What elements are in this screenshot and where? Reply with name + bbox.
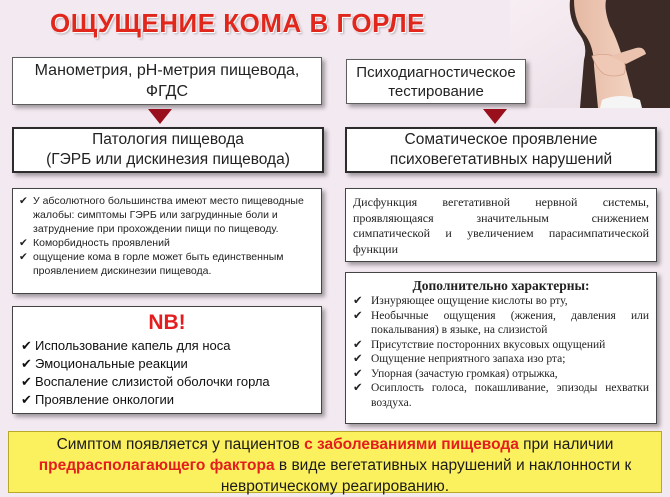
list-item <box>19 194 315 236</box>
somatic-manifestation-line-2: психовегетативных нарушений <box>389 151 613 168</box>
checkmark-icon: ✔ <box>353 367 363 380</box>
checkmark-icon: ✔ <box>353 309 363 322</box>
list-item <box>353 367 649 382</box>
list-item-text: ощущение кома в горле может быть единственным проявлением дискинезии пищевода. <box>33 251 284 277</box>
summary-bar <box>8 431 662 493</box>
page-title: ОЩУЩЕНИЕ КОМА В ГОРЛЕ <box>50 8 425 38</box>
psychodiagnostic-line-2: тестирование <box>388 82 484 100</box>
list-item-text: Использование капель для носа <box>35 338 231 353</box>
checkmark-icon: ✔ <box>19 237 28 249</box>
psychodiagnostic-line-1: Психодиагностическое <box>356 63 516 81</box>
manometry-line-1: Манометрия, pH-метрия пищевода, <box>34 62 300 79</box>
list-item-text: Проявление онкологии <box>35 392 174 407</box>
throat-photo-illustration <box>510 0 670 108</box>
list-item <box>21 355 313 373</box>
dysfunction-text: Дисфункция вегетативной нервной системы, проявляющаяся значительным снижением симпатической и увеличением парасимпатической функции <box>353 195 649 256</box>
additional-list <box>353 294 649 410</box>
summary-text-3: в виде вегетативных нарушений и наклонности к невротическому реагированию. <box>220 457 632 495</box>
nb-panel <box>12 306 322 414</box>
checkmark-icon: ✔ <box>21 338 32 353</box>
manometry-line-2: ФГДС <box>145 83 189 100</box>
list-item <box>353 338 649 353</box>
nb-heading: NB! <box>148 311 186 334</box>
arrow-down-right-icon <box>483 109 507 124</box>
checkmark-icon: ✔ <box>21 392 32 407</box>
summary-highlight-1: с заболеваниями пищевода <box>304 436 519 453</box>
esophagus-pathology-box <box>12 127 324 173</box>
esophagus-pathology-line-2: (ГЭРБ или дискинезия пищевода) <box>46 151 290 168</box>
checkmark-icon: ✔ <box>353 382 363 394</box>
additional-heading: Дополнительно характерны: <box>412 278 590 293</box>
esophagus-complaints-panel <box>12 188 322 294</box>
esophagus-pathology-line-1: Патология пищевода <box>92 131 244 148</box>
checkmark-icon: ✔ <box>19 251 28 263</box>
list-item-text: Необычные ощущения (жжения, давления или покалывания) в языке, на слизистой <box>371 309 649 336</box>
list-item-text: Ощущение неприятного запаха изо рта; <box>371 353 566 365</box>
checkmark-icon: ✔ <box>21 356 32 371</box>
list-item-text: Изнуряющее ощущение кислоты во рту, <box>371 295 568 307</box>
list-item-text: Эмоциональные реакции <box>35 356 188 371</box>
manometry-box <box>12 57 322 105</box>
checkmark-icon: ✔ <box>353 353 363 365</box>
somatic-manifestation-box <box>345 127 657 173</box>
list-item <box>21 391 313 409</box>
nb-list <box>21 337 313 409</box>
additional-characteristics-panel <box>345 272 657 424</box>
summary-text-1: Симптом появляется у пациентов <box>56 436 305 453</box>
summary-highlight-2: предрасполагающего фактора <box>38 457 275 474</box>
arrow-down-left-icon <box>148 109 172 124</box>
list-item <box>353 381 649 410</box>
checkmark-icon: ✔ <box>353 338 363 351</box>
list-item <box>21 373 313 391</box>
summary-text-2: при наличии <box>518 436 614 453</box>
list-item <box>353 294 649 309</box>
list-item-text: У абсолютного большинства имеют место пищеводные жалобы: симптомы ГЭРБ или загрудинные боли и затруднение при прохождении пищи по пищеводу. <box>33 195 304 235</box>
list-item-text: Упорная (зачастую громкая) отрыжка, <box>371 367 558 380</box>
checkmark-icon: ✔ <box>19 195 28 207</box>
somatic-manifestation-line-1: Соматическое проявление <box>404 131 598 148</box>
throat-photo <box>510 0 670 108</box>
list-item-text: Присутствие посторонних вкусовых ощущений <box>371 338 606 351</box>
list-item-text: Коморбидность проявлений <box>33 237 170 249</box>
checkmark-icon: ✔ <box>353 295 363 307</box>
checkmark-icon: ✔ <box>21 374 32 389</box>
esophagus-complaints-list <box>19 194 315 278</box>
dysfunction-panel <box>345 188 657 262</box>
list-item-text: Воспаление слизистой оболочки горла <box>35 374 270 389</box>
list-item-text: Осиплость голоса, покашливание, эпизоды нехватки воздуха. <box>371 382 649 409</box>
list-item <box>21 337 313 355</box>
list-item <box>353 352 649 367</box>
list-item <box>19 236 315 250</box>
psychodiagnostic-box <box>346 59 526 104</box>
list-item <box>19 250 315 278</box>
list-item <box>353 309 649 338</box>
